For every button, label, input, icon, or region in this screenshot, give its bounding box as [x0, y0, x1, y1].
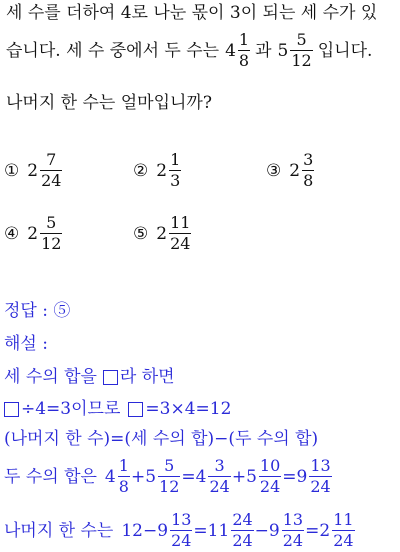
- operator: −: [254, 520, 269, 541]
- fraction: [302, 152, 314, 189]
- operator: 12−: [121, 520, 158, 541]
- fraction: [118, 458, 130, 495]
- mixed-number: [145, 458, 181, 495]
- operator: +: [130, 466, 146, 487]
- numerator: 1: [118, 456, 129, 475]
- choice-marker: ①: [4, 160, 20, 181]
- numerator: 5: [158, 458, 180, 477]
- fraction: [332, 512, 354, 549]
- fraction: [238, 32, 250, 69]
- whole-part: 9: [268, 520, 280, 541]
- step-text: 두 수의 합은: [4, 466, 97, 487]
- mixed-number-given-2: [278, 32, 314, 69]
- fraction: [259, 458, 281, 495]
- fraction: [208, 458, 230, 495]
- operator: +: [231, 466, 247, 487]
- denominator: 24: [41, 171, 62, 190]
- whole-part: 4: [104, 466, 116, 487]
- whole-part: 2: [27, 223, 39, 244]
- answer-value: ⑤: [53, 301, 71, 321]
- whole-part: 4: [195, 466, 207, 487]
- mixed-number: [319, 512, 355, 549]
- denominator: 24: [282, 531, 304, 550]
- fraction: [40, 152, 62, 189]
- denominator: 12: [41, 234, 62, 253]
- mixed-number: [157, 512, 193, 549]
- numerator: 24: [232, 510, 253, 529]
- fraction: [282, 512, 304, 549]
- denominator: 12: [291, 51, 312, 70]
- explanation-step-4: [4, 458, 333, 495]
- fraction: [170, 512, 192, 549]
- numerator: 1: [170, 150, 181, 169]
- choice-marker: ③: [266, 160, 282, 181]
- denominator: 3: [170, 171, 181, 190]
- denominator: 24: [259, 477, 281, 496]
- answer-label: 정답 :: [4, 301, 54, 321]
- blank-box-icon: [4, 402, 19, 417]
- numerator: 5: [290, 32, 312, 51]
- mixed-number: [246, 458, 282, 495]
- denominator: 24: [170, 234, 191, 253]
- choice-marker: ④: [4, 223, 20, 244]
- explanation-step-1: [4, 366, 175, 388]
- whole-part: 2: [156, 160, 168, 181]
- step-text: 세 수의 합을: [4, 367, 97, 387]
- fraction: [309, 458, 331, 495]
- denominator: 24: [333, 531, 354, 550]
- explanation-step-2: [4, 398, 231, 420]
- choice-3[interactable]: [266, 152, 315, 189]
- numerator: 10: [259, 456, 281, 475]
- mixed-number: [208, 512, 255, 549]
- choice-marker: ②: [133, 160, 149, 181]
- numerator: 7: [40, 152, 62, 171]
- sentence-end: 입니다.: [317, 40, 373, 61]
- denominator: 8: [118, 477, 129, 496]
- whole-part: 5: [277, 40, 289, 61]
- fraction: [290, 32, 312, 69]
- choice-5[interactable]: [133, 215, 192, 252]
- question-line-3: 나머지 한 수는 얼마입니까?: [6, 93, 212, 113]
- mixed-number: [196, 458, 232, 495]
- step-text: =3×4=12: [145, 399, 232, 419]
- denominator: 24: [171, 531, 192, 550]
- explanation-step-5: [4, 512, 356, 549]
- numerator: 1: [238, 30, 250, 49]
- fraction: [158, 458, 180, 495]
- explanation-label: 해설 :: [4, 334, 48, 354]
- numerator: 11: [333, 510, 354, 529]
- whole-part: 4: [225, 40, 236, 61]
- choice-4[interactable]: [4, 215, 63, 252]
- numerator: 3: [208, 458, 230, 477]
- mixed-number-given-1: [225, 32, 251, 69]
- choice-1[interactable]: [4, 152, 63, 189]
- whole-part: 2: [27, 160, 39, 181]
- mixed-number: [269, 512, 305, 549]
- whole-part: 5: [145, 466, 157, 487]
- explanation-step-3: (나머지 한 수)=(세 수의 합)−(두 수의 합): [4, 429, 319, 449]
- fraction: [169, 152, 181, 189]
- whole-part: 2: [319, 520, 331, 541]
- blank-box-icon: [103, 370, 118, 385]
- choice-2[interactable]: [133, 152, 182, 189]
- fraction: [40, 215, 62, 252]
- denominator: 24: [310, 477, 331, 496]
- step-text: 나머지 한 수는: [4, 520, 114, 541]
- operator: =: [282, 466, 297, 487]
- denominator: 24: [209, 477, 230, 496]
- question-line-2-text: 습니다. 세 수 중에서 두 수는: [6, 40, 220, 61]
- numerator: 13: [310, 456, 331, 475]
- numerator: 3: [303, 150, 314, 169]
- operator: =: [181, 466, 196, 487]
- denominator: 8: [303, 171, 314, 190]
- step-text: ÷4=3이므로: [21, 399, 121, 419]
- numerator: 13: [282, 510, 304, 529]
- denominator: 12: [159, 477, 180, 496]
- denominator: 24: [232, 531, 253, 550]
- numerator: 13: [171, 510, 192, 529]
- step-text: 라 하면: [119, 367, 175, 387]
- conjunction: 과: [255, 40, 272, 61]
- fraction: [169, 215, 191, 252]
- numerator: 5: [40, 215, 62, 234]
- whole-part: 2: [156, 223, 168, 244]
- fraction: [231, 512, 253, 549]
- blank-box-icon: [128, 402, 143, 417]
- choice-marker: ⑤: [133, 223, 149, 244]
- whole-part: 9: [157, 520, 169, 541]
- question-line-1: 세 수를 더하여 4로 나눈 몫이 3이 되는 세 수가 있: [6, 3, 378, 23]
- mixed-number: [297, 458, 333, 495]
- answer-line: [4, 300, 70, 322]
- operator: =: [193, 520, 208, 541]
- whole-part: 9: [296, 466, 308, 487]
- operator: =: [305, 520, 320, 541]
- denominator: 8: [238, 51, 250, 70]
- whole-part: 11: [207, 520, 230, 541]
- question-line-2: [6, 32, 372, 69]
- whole-part: 5: [246, 466, 257, 487]
- mixed-number: [105, 458, 131, 495]
- whole-part: 2: [289, 160, 301, 181]
- numerator: 11: [170, 213, 191, 232]
